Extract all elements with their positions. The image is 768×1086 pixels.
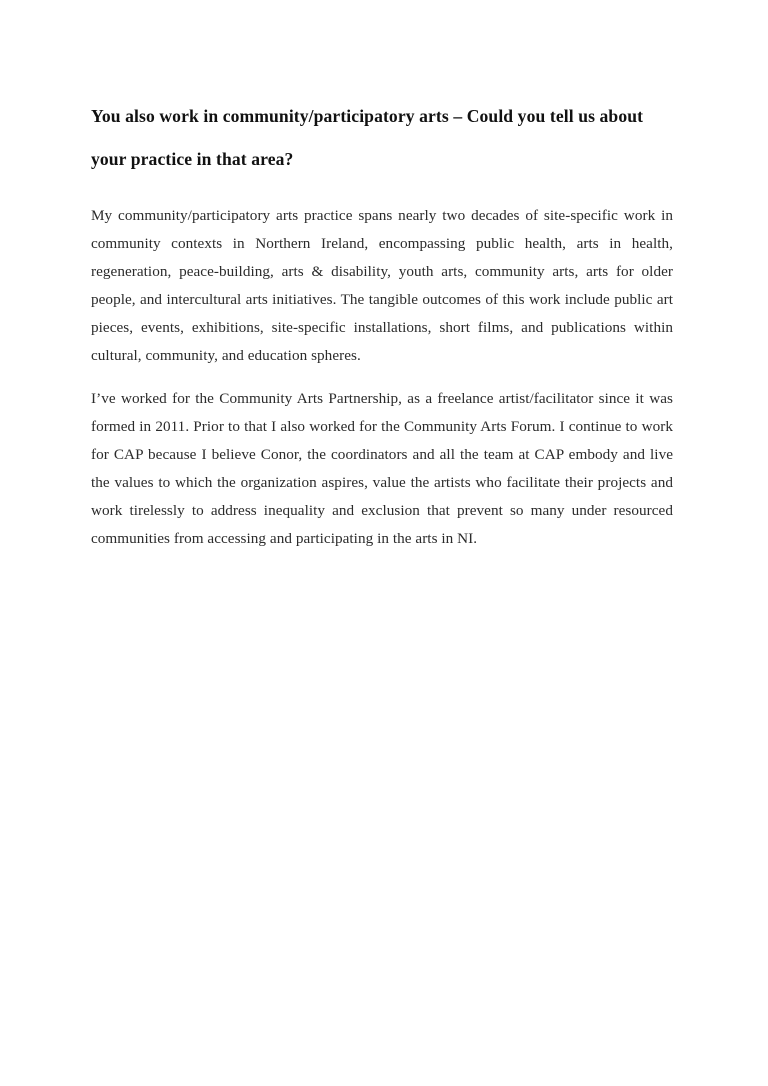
paragraph-spacer [91, 370, 673, 385]
page-title: You also work in community/participatory arts – Could you tell us about your practice in that area? [91, 106, 644, 169]
body-paragraph-1: My community/participatory arts practice spans nearly two decades of site-specific work in community contexts in Northern Ireland, encompassing public health, arts in health, regeneration, peace-building, arts & disability, youth arts, community arts, arts for older people, and intercultural arts initiatives. The tangible outcomes of this work include public art pieces, events, exhibitions, site-specific installations, short films, and publications within cultural, community, and education spheres. [91, 207, 673, 364]
heading-spacer [91, 181, 673, 202]
body-paragraph-2: I’ve worked for the Community Arts Partnership, as a freelance artist/facilitator since it was formed in 2011. Prior to that I also worked for the Community Arts Forum. I continue to work for CAP because I believe Conor, the coordinators and all the team at CAP embody and live the values to which the organization aspires, value the artists who facilitate their projects and work tirelessly to address inequality and exclusion that prevent so many under resourced communities from accessing and participating in the arts in NI. [91, 390, 673, 547]
document-content [91, 95, 673, 553]
